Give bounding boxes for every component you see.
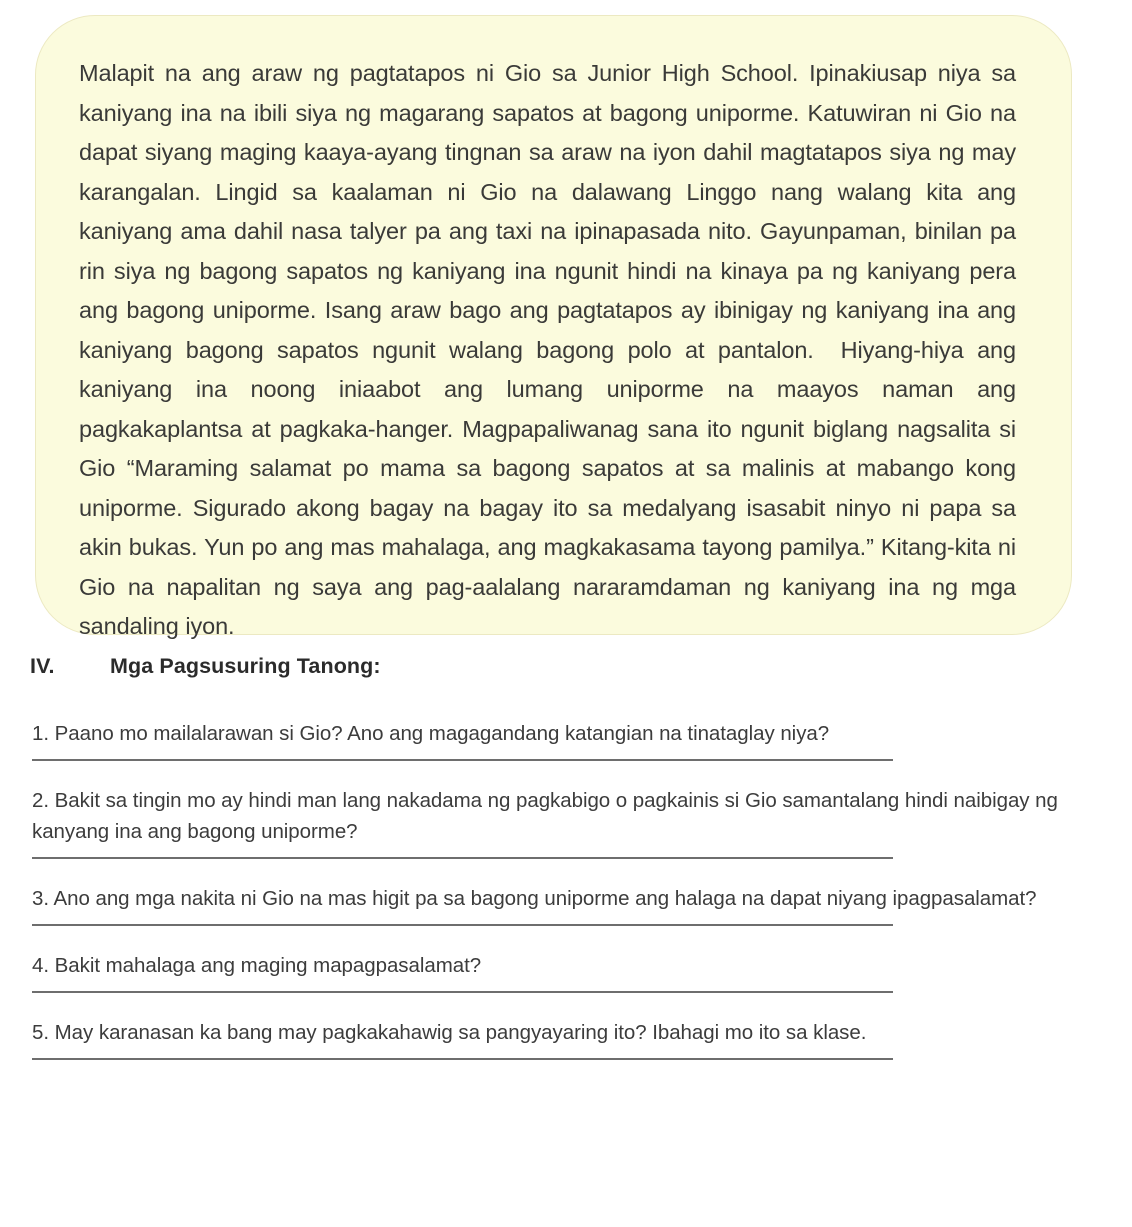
section-title: Mga Pagsusuring Tanong: <box>110 654 381 678</box>
question-item-1 <box>32 718 1114 761</box>
question-item-5 <box>32 1017 1114 1060</box>
story-passage-text: Malapit na ang araw ng pagtatapos ni Gio sa Junior High School. Ipinakiusap niya sa kaniyang ina na ibili siya ng magarang sapatos at bagong uniporme. Katuwiran ni Gio na dapat siyang maging kaaya-ayang tingnan sa araw na iyon dahil magtatapos siya ng may karangalan. Lingid sa kaalaman ni Gio na dalawang Linggo nang walang kita ang kaniyang ama dahil nasa talyer pa ang taxi na ipinapasada nito. Gayunpaman, binilan pa rin siya ng bagong sapatos ng kaniyang ina ngunit hindi na kinaya pa ng kaniyang pera ang bagong uniporme. Isang araw bago ang pagtatapos ay ibinigay ng kaniyang ina ang kaniyang bagong sapatos ngunit walang bagong polo at pantalon. Hiyang-hiya ang kaniyang ina noong iniaabot ang lumang uniporme na maayos naman ang pagkakaplantsa at pagkaka-hanger. Magpapaliwanag sana ito ngunit biglang nagsalita si Gio “Maraming salamat po mama sa bagong sapatos at sa malinis at mabango kong uniporme. Sigurado akong bagay na bagay ito sa medalyang isasabit ninyo ni papa sa akin bukas. Yun po ang mas mahalaga, ang magkakasama tayong pamilya.” Kitang-kita ni Gio na napalitan ng saya ang pag-aalalang nararamdaman ng kaniyang ina ng mga sandaling iyon. <box>79 60 1023 639</box>
question-text-3: 3. Ano ang mga nakita ni Gio na mas higit pa sa bagong uniporme ang halaga na dapat niyang ipagpasalamat? <box>32 887 1037 910</box>
question-text-2: 2. Bakit sa tingin mo ay hindi man lang nakadama ng pagkabigo o pagkainis si Gio samantalang hindi naibigay ng kanyang ina ang bagong uniporme? <box>32 789 1058 843</box>
story-passage-box <box>35 15 1072 639</box>
section-heading <box>30 654 381 679</box>
question-text-5: 5. May karanasan ka bang may pagkakahawig sa pangyayaring ito? Ibahagi mo ito sa klase. <box>32 1021 867 1044</box>
answer-line-3[interactable] <box>32 924 893 926</box>
question-text-1: 1. Paano mo mailalarawan si Gio? Ano ang magagandang katangian na tinataglay niya? <box>32 722 830 745</box>
section-numeral: IV. <box>30 654 55 678</box>
answer-line-4[interactable] <box>32 991 893 993</box>
answer-line-2[interactable] <box>32 857 893 859</box>
question-item-4 <box>32 950 1114 993</box>
question-item-2 <box>32 785 1114 859</box>
answer-line-1[interactable] <box>32 759 893 761</box>
questions-list <box>32 718 1114 1084</box>
question-text-4: 4. Bakit mahalaga ang maging mapagpasalamat? <box>32 954 482 977</box>
answer-line-5[interactable] <box>32 1058 893 1060</box>
question-item-3 <box>32 883 1114 926</box>
